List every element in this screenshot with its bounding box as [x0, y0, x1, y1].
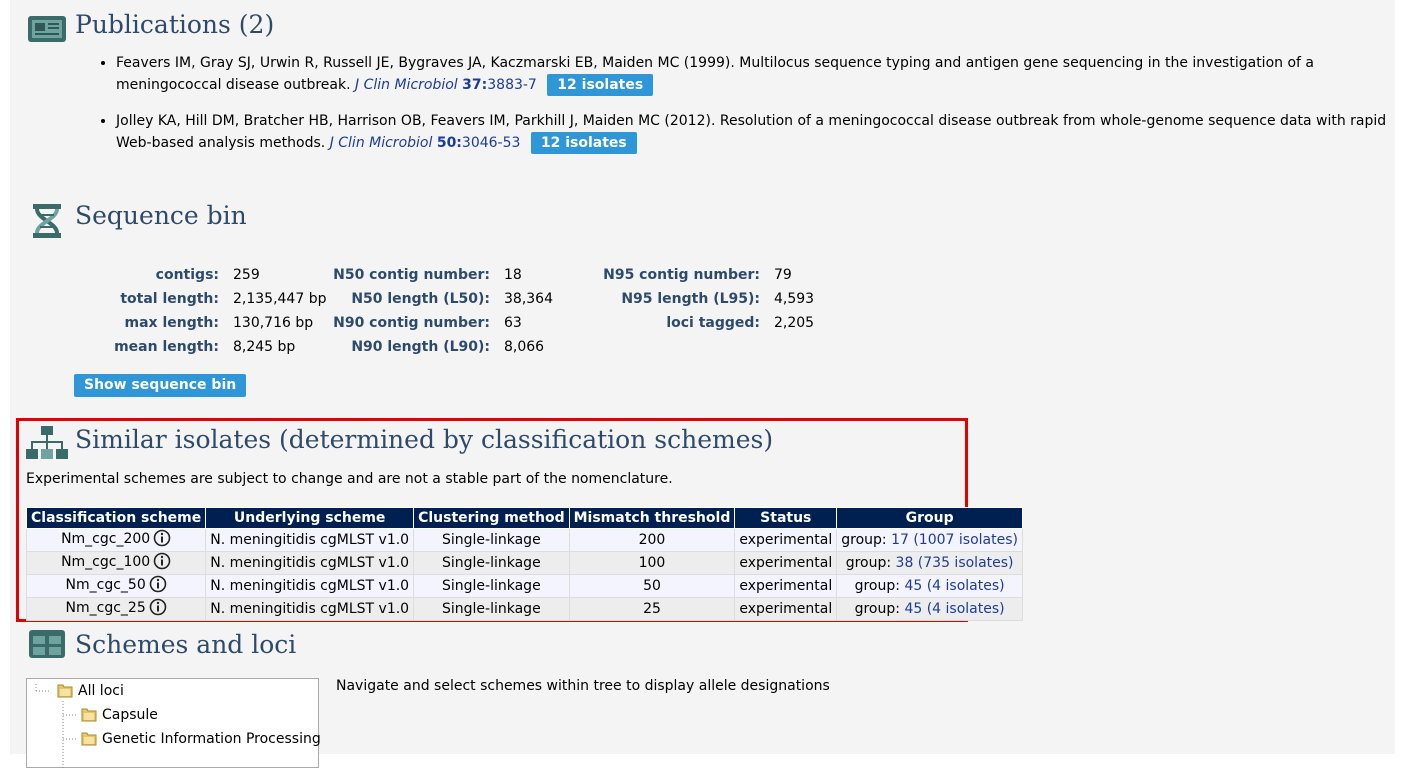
classification-table: [26, 507, 1023, 621]
seq-stats-col1: [70, 263, 326, 359]
info-icon[interactable]: [153, 552, 171, 574]
folder-icon: [81, 730, 97, 750]
stat-value: 130,716 bp: [233, 315, 314, 331]
column-header: Clustering method: [414, 508, 570, 529]
group-cell: group: 45 (4 isolates): [837, 598, 1023, 621]
underlying-cell: N. meningitidis cgMLST v1.0: [206, 598, 414, 621]
stat-row: [600, 287, 814, 311]
status-cell: experimental: [735, 598, 837, 621]
column-header: Classification scheme: [27, 508, 206, 529]
column-header: Group: [837, 508, 1023, 529]
threshold-cell: 50: [569, 575, 735, 598]
folder-icon: [57, 682, 73, 702]
stat-row: [330, 311, 553, 335]
method-cell: Single-linkage: [414, 598, 570, 621]
stat-label: N50 contig number:: [333, 267, 490, 283]
stat-label: N90 contig number:: [333, 315, 490, 331]
column-header: Underlying scheme: [206, 508, 414, 529]
stat-value: 8,245 bp: [233, 339, 296, 355]
stat-row: [600, 311, 814, 335]
stat-row: [600, 263, 814, 287]
group-cell: group: 45 (4 isolates): [837, 575, 1023, 598]
column-header: Status: [735, 508, 837, 529]
experimental-note: Experimental schemes are subject to change and are not a stable part of the nomenclature.: [26, 471, 673, 487]
table-row: [27, 529, 1023, 552]
hierarchy-icon: [25, 425, 69, 461]
newspaper-icon: [27, 13, 67, 43]
group-link[interactable]: 45 (4 isolates): [904, 578, 1005, 594]
underlying-cell: N. meningitidis cgMLST v1.0: [206, 552, 414, 575]
column-header: Mismatch threshold: [569, 508, 735, 529]
threshold-cell: 200: [569, 529, 735, 552]
scheme-cell: Nm_cgc_25: [27, 598, 206, 621]
stat-label: total length:: [120, 291, 219, 307]
stat-value: 259: [233, 267, 260, 283]
group-cell: group: 17 (1007 isolates): [837, 529, 1023, 552]
stat-label: N50 length (L50):: [351, 291, 490, 307]
scheme-tree: [26, 678, 319, 768]
group-link[interactable]: 17 (1007 isolates): [891, 532, 1018, 548]
table-row: [27, 575, 1023, 598]
stat-value: 8,066: [504, 339, 545, 355]
stat-row: [70, 335, 326, 359]
info-icon[interactable]: [149, 598, 167, 620]
status-cell: experimental: [735, 552, 837, 575]
dna-icon: [31, 203, 63, 239]
stat-row: [330, 287, 553, 311]
info-icon[interactable]: [153, 529, 171, 551]
tree-item-all-loci[interactable]: All loci: [57, 682, 124, 702]
method-cell: Single-linkage: [414, 575, 570, 598]
stat-value: 18: [504, 267, 522, 283]
table-row: [27, 552, 1023, 575]
journal-link[interactable]: J Clin Microbiol 50:3046-53: [329, 135, 521, 151]
folder-icon: [81, 706, 97, 726]
table-row: [27, 598, 1023, 621]
navigate-note: Navigate and select schemes within tree to display allele designations: [336, 678, 830, 694]
sequence-bin-title: Sequence bin: [75, 201, 247, 230]
stat-row: [330, 263, 553, 287]
status-cell: experimental: [735, 575, 837, 598]
tree-item-genetic-information-processing[interactable]: Genetic Information Processing: [81, 730, 321, 750]
stat-value: 4,593: [774, 291, 815, 307]
show-sequence-bin-button[interactable]: Show sequence bin: [74, 374, 246, 397]
stat-row: [70, 311, 326, 335]
grid-table-icon: [28, 629, 66, 659]
seq-stats-col2: [330, 263, 553, 359]
publication-citation: Jolley KA, Hill DM, Bratcher HB, Harrison OB, Feavers IM, Parkhill J, Maiden MC (2012). Resolution of a meningococcal disease outbreak from whole-genome sequence data with rapid Web-based analysis methods.: [116, 113, 1387, 151]
isolates-button[interactable]: 12 isolates: [547, 74, 653, 96]
stat-label: max length:: [124, 315, 219, 331]
stat-value: 79: [774, 267, 792, 283]
stat-row: [330, 335, 553, 359]
seq-stats-col3: [600, 263, 814, 335]
status-cell: experimental: [735, 529, 837, 552]
schemes-loci-title: Schemes and loci: [75, 630, 297, 659]
scheme-cell: Nm_cgc_200: [27, 529, 206, 552]
group-link[interactable]: 45 (4 isolates): [904, 601, 1005, 617]
publication-item: [116, 111, 1401, 154]
publication-citation: Feavers IM, Gray SJ, Urwin R, Russell JE, Bygraves JA, Kaczmarski EB, Maiden MC (1999). Multilocus sequence typing and antigen gene sequencing in the investigation of a meningococcal disease outbreak.: [116, 55, 1314, 93]
group-link[interactable]: 38 (735 isolates): [895, 555, 1014, 571]
stat-label: N95 length (L95):: [621, 291, 760, 307]
stat-label: contigs:: [155, 267, 219, 283]
stat-row: [70, 287, 326, 311]
stat-value: 38,364: [504, 291, 553, 307]
group-cell: group: 38 (735 isolates): [837, 552, 1023, 575]
stat-value: 63: [504, 315, 522, 331]
isolates-button[interactable]: 12 isolates: [531, 132, 637, 154]
tree-item-capsule[interactable]: Capsule: [81, 706, 158, 726]
similar-isolates-title: Similar isolates (determined by classification schemes): [75, 425, 774, 454]
method-cell: Single-linkage: [414, 552, 570, 575]
threshold-cell: 100: [569, 552, 735, 575]
method-cell: Single-linkage: [414, 529, 570, 552]
threshold-cell: 25: [569, 598, 735, 621]
stat-label: N95 contig number:: [603, 267, 760, 283]
scheme-cell: Nm_cgc_50: [27, 575, 206, 598]
stat-label: loci tagged:: [666, 315, 760, 331]
stat-value: 2,135,447 bp: [233, 291, 327, 307]
publications-title: Publications (2): [75, 10, 275, 39]
publication-item: [116, 53, 1401, 96]
stat-row: [70, 263, 326, 287]
stat-value: 2,205: [774, 315, 815, 331]
underlying-cell: N. meningitidis cgMLST v1.0: [206, 575, 414, 598]
journal-link[interactable]: J Clin Microbiol 37:3883-7: [355, 77, 537, 93]
scheme-cell: Nm_cgc_100: [27, 552, 206, 575]
publication-list: [96, 53, 1401, 169]
underlying-cell: N. meningitidis cgMLST v1.0: [206, 529, 414, 552]
stat-label: N90 length (L90):: [351, 339, 490, 355]
stat-label: mean length:: [114, 339, 219, 355]
info-icon[interactable]: [149, 575, 167, 597]
table-header-row: [27, 508, 1023, 529]
